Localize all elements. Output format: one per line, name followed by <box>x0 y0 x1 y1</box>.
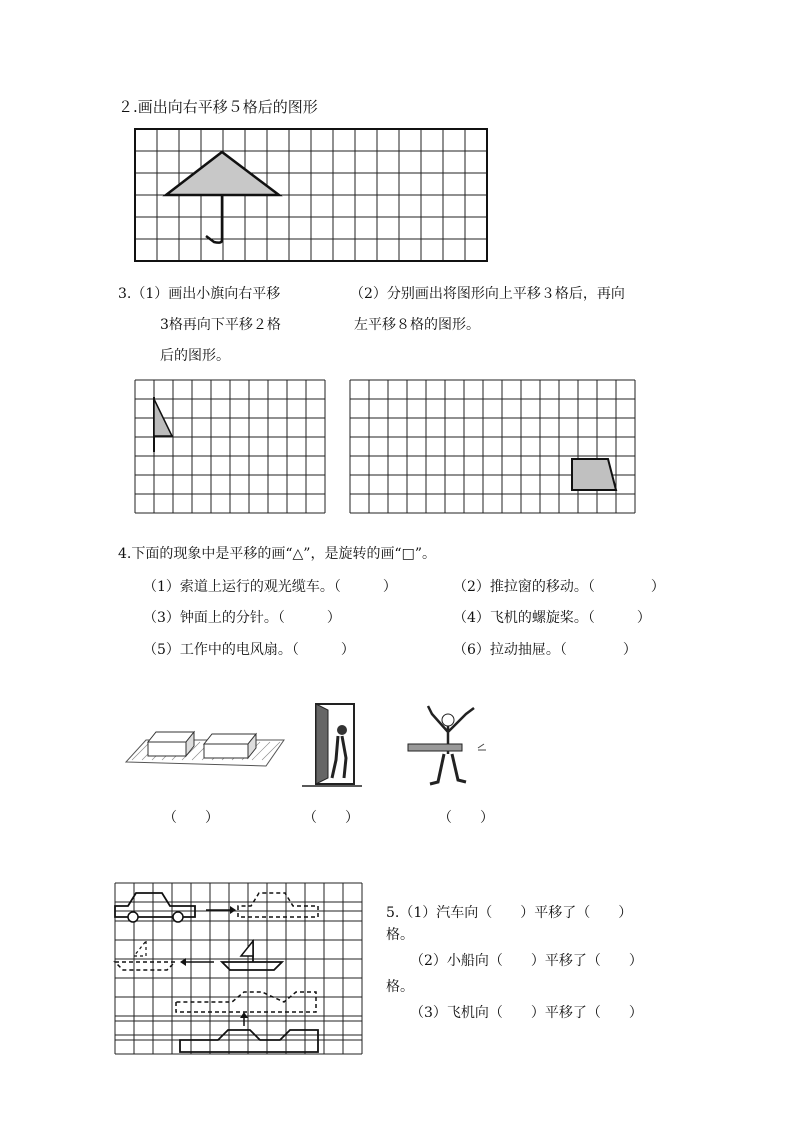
q4-item-3: （3）钟面上的分针。（ ） <box>143 610 341 626</box>
car-moved <box>238 893 318 917</box>
q4-item-6: （6）拉动抽屉。（ ） <box>453 642 637 658</box>
boat-moved <box>115 962 175 970</box>
picture-answer-1[interactable]: （ ） <box>163 810 219 826</box>
boxes-sliding-picture <box>126 722 286 802</box>
q4-item-1: （1）索道上运行的观光缆车。（ ） <box>143 579 397 595</box>
q5-line1: 5.（1）汽车向（ ）平移了（ ） <box>386 905 633 921</box>
picture-answer-3[interactable]: （ ） <box>438 810 494 826</box>
boat-original <box>222 962 282 970</box>
q3-part1-line3: 后的图形。 <box>160 348 230 364</box>
car-arrow-head <box>230 906 236 914</box>
q5-line4: 格。 <box>386 979 414 995</box>
drawer-child-picture <box>404 692 494 792</box>
door-opening-picture <box>298 700 364 790</box>
boat-sail <box>241 941 253 956</box>
q5-line2: 格。 <box>386 927 414 943</box>
plane-original <box>180 1030 318 1052</box>
q2-title: ２.画出向右平移５格后的图形 <box>118 98 318 116</box>
car-wheel-1 <box>128 912 138 922</box>
plane-arrow-head <box>240 1012 248 1018</box>
umbrella-handle <box>206 195 222 243</box>
q3-grid-1 <box>135 380 325 513</box>
q4-item-4: （4）飞机的螺旋桨。（ ） <box>453 610 651 626</box>
q3-part2-line1: （2）分别画出将图形向上平移３格后，再向 <box>350 286 625 302</box>
q5-grid-extra <box>115 911 362 1040</box>
boat-moved-sail <box>134 941 146 956</box>
car-wheel-2 <box>173 912 183 922</box>
trapezoid-shape <box>572 459 616 490</box>
q3-grid-2 <box>350 380 635 513</box>
q4-title: 4.下面的现象中是平移的画“△”，是旋转的画“□”。 <box>118 546 436 562</box>
q3-part2-line2: 左平移８格的图形。 <box>354 317 480 333</box>
q3-part1-line2: 3格再向下平移２格 <box>160 317 281 333</box>
q5-line5: （3）飞机向（ ）平移了（ ） <box>410 1005 643 1021</box>
plane-moved <box>176 992 316 1012</box>
q4-item-2: （2）推拉窗的移动。（ ） <box>453 579 665 595</box>
q3-part1-line1: 3.（1）画出小旗向右平移 <box>118 286 281 302</box>
picture-answer-2[interactable]: （ ） <box>303 810 359 826</box>
q5-line3: （2）小船向（ ）平移了（ ） <box>410 953 643 969</box>
car-original <box>115 893 195 917</box>
q4-item-5: （5）工作中的电风扇。（ ） <box>143 642 355 658</box>
